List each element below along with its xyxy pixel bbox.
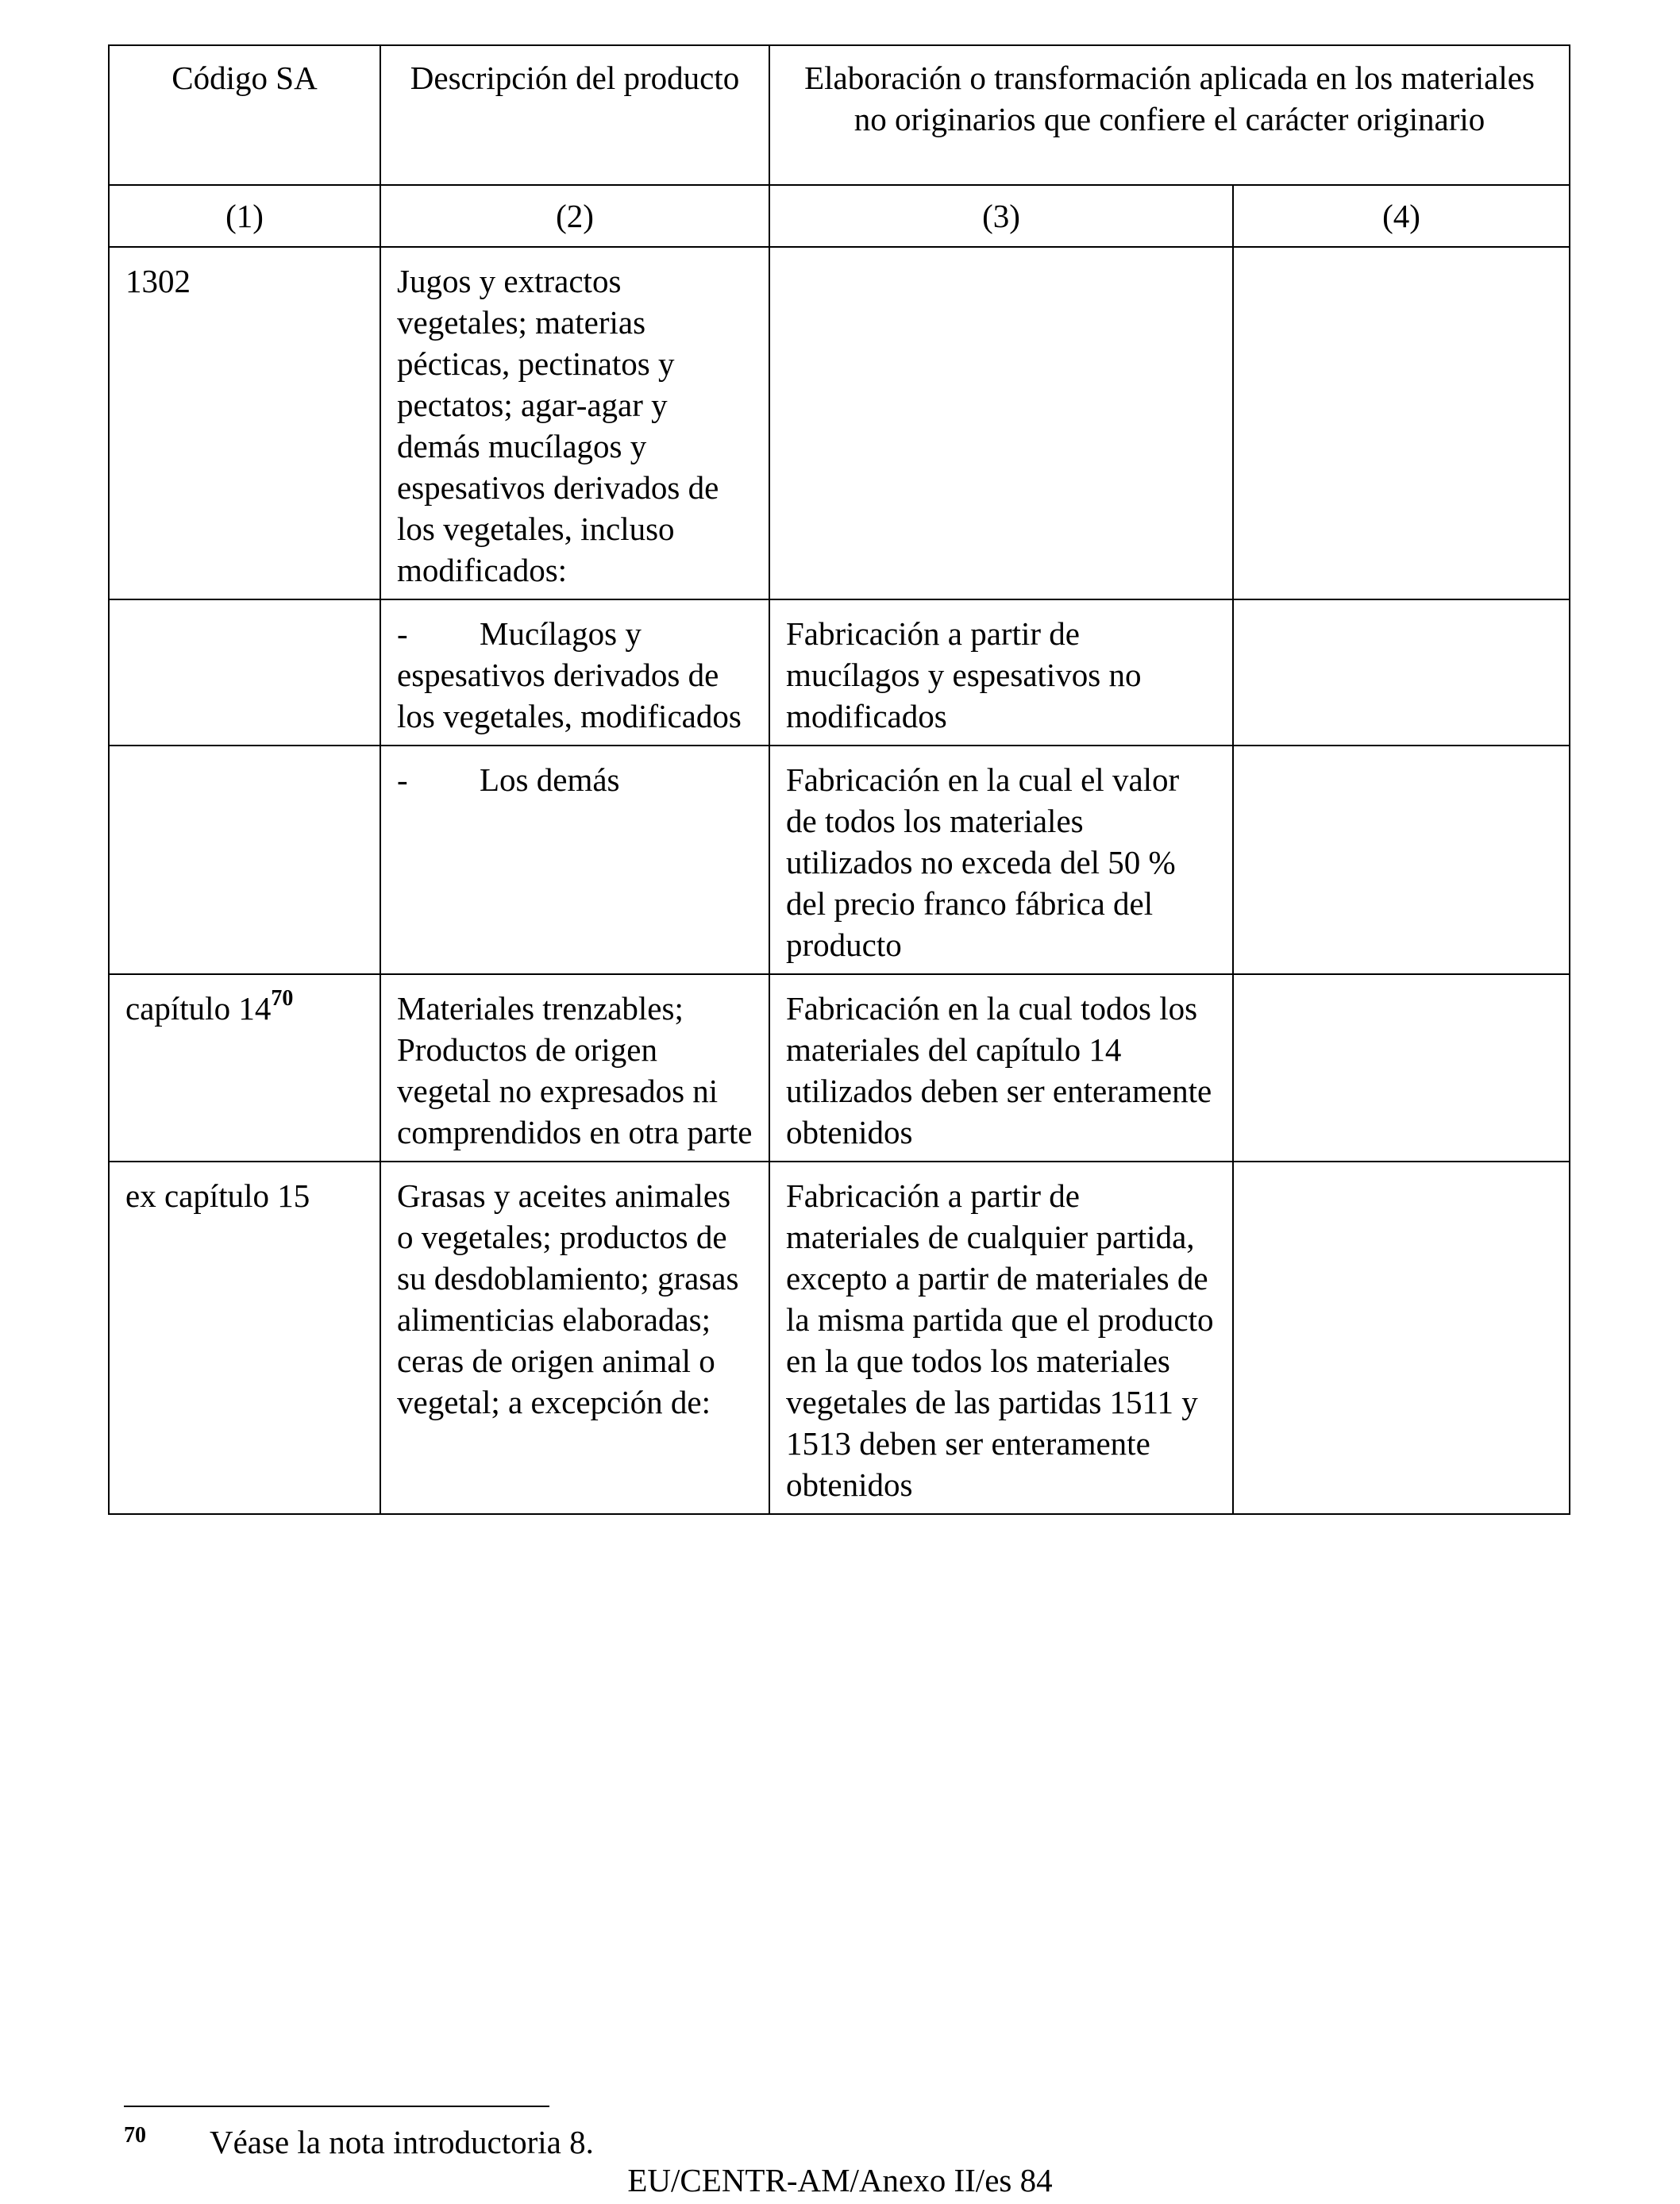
hs-code-cell xyxy=(109,746,380,974)
indent-dash: - xyxy=(397,761,408,798)
description-cell: Materiales trenzables; Productos de origen vegetal no expresados ni comprendidos en otra parte xyxy=(380,974,769,1162)
description-text: Mucílagos y espesativos derivados de los vegetales, modificados xyxy=(397,615,742,734)
footnote-text: Véase la nota introductoria 8. xyxy=(210,2124,594,2160)
page-footer-reference: EU/CENTR-AM/Anexo II/es 84 xyxy=(627,2162,1053,2198)
footnote-number: 70 xyxy=(124,2123,146,2148)
column-number-row xyxy=(109,185,1570,247)
column-number-2: (2) xyxy=(380,185,769,247)
origin-rules-table xyxy=(108,44,1570,1515)
rule-cell: Fabricación en la cual el valor de todos los materiales utilizados no exceda del 50 % del precio franco fábrica del producto xyxy=(769,746,1233,974)
column-number-3: (3) xyxy=(769,185,1233,247)
header-product-description: Descripción del producto xyxy=(380,45,769,185)
alt-rule-cell xyxy=(1233,1162,1570,1514)
table-header-row xyxy=(109,45,1570,185)
description-cell xyxy=(380,599,769,746)
alt-rule-cell xyxy=(1233,599,1570,746)
footnote-reference[interactable]: 70 xyxy=(271,986,294,1011)
rule-cell: Fabricación a partir de mucílagos y espesativos no modificados xyxy=(769,599,1233,746)
description-text: Los demás xyxy=(480,761,620,798)
alt-rule-cell xyxy=(1233,974,1570,1162)
header-working-processing: Elaboración o transformación aplicada en los materiales no originarios que confiere el carácter originario xyxy=(769,45,1570,185)
table-row xyxy=(109,746,1570,974)
table-row xyxy=(109,247,1570,599)
indent-dash: - xyxy=(397,615,408,652)
table-row xyxy=(109,974,1570,1162)
description-cell: Jugos y extractos vegetales; materias pécticas, pectinatos y pectatos; agar-agar y demás mucílagos y espesativos derivados de los vegetales, incluso modificados: xyxy=(380,247,769,599)
footnote xyxy=(124,2115,594,2163)
rule-cell: Fabricación a partir de materiales de cualquier partida, excepto a partir de materiales de la misma partida que el producto en la que todos los materiales vegetales de las partidas 1511 y 1513 deben ser enteramente obtenidos xyxy=(769,1162,1233,1514)
hs-code-text: capítulo 14 xyxy=(125,990,272,1027)
rule-cell xyxy=(769,247,1233,599)
description-cell: Grasas y aceites animales o vegetales; productos de su desdoblamiento; grasas alimenticias elaboradas; ceras de origen animal o vegetal; a excepción de: xyxy=(380,1162,769,1514)
hs-code-cell xyxy=(109,599,380,746)
column-number-1: (1) xyxy=(109,185,380,247)
description-cell xyxy=(380,746,769,974)
table-row xyxy=(109,1162,1570,1514)
hs-code-cell: 1302 xyxy=(109,247,380,599)
hs-code-cell xyxy=(109,974,380,1162)
footnote-separator xyxy=(124,2106,549,2107)
hs-code-cell: ex capítulo 15 xyxy=(109,1162,380,1514)
alt-rule-cell xyxy=(1233,746,1570,974)
header-hs-code: Código SA xyxy=(109,45,380,185)
rule-cell: Fabricación en la cual todos los materiales del capítulo 14 utilizados deben ser enteramente obtenidos xyxy=(769,974,1233,1162)
column-number-4: (4) xyxy=(1233,185,1570,247)
table-row xyxy=(109,599,1570,746)
alt-rule-cell xyxy=(1233,247,1570,599)
